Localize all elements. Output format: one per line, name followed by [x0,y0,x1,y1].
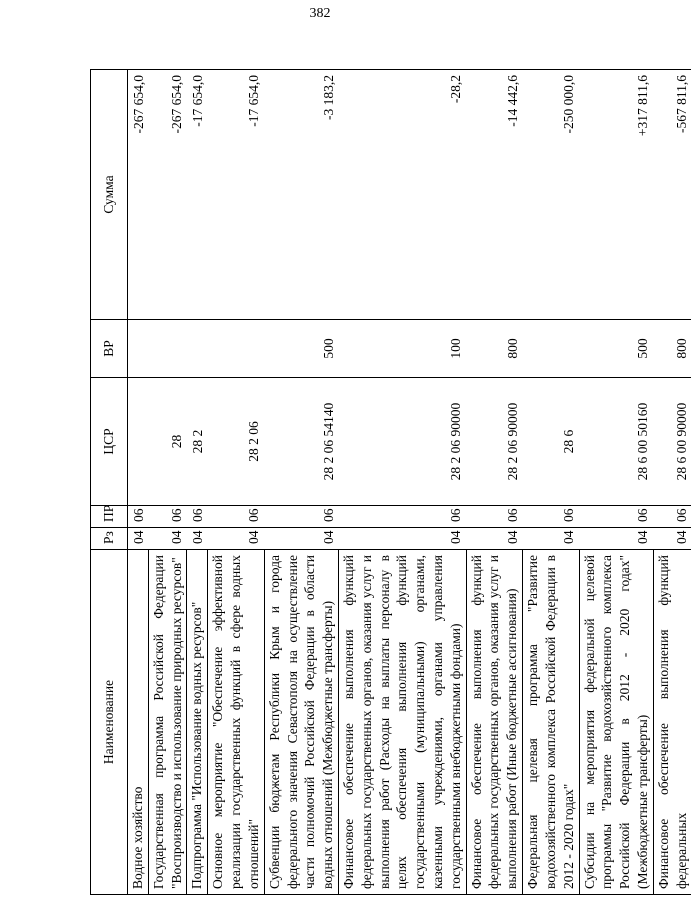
header-row [91,70,128,895]
header-rz: Рз [91,528,128,550]
row-rz: 04 [187,528,208,550]
header-pr: ПР [91,506,128,528]
row-name: Финансовое обеспечение выполнения функций федеральных государственных органов, оказания услуг и выполнения работ (Расходы на выплаты персоналу в целях обеспечения выполнения функций государственными (муниципальными) органами, казенными учреждениями, органами управления государственными внебюджетными фондами) [338,550,466,895]
row-pr: 06 [208,506,264,528]
row-vr [148,320,187,378]
row-sum: -267 654,0 [148,70,187,320]
row-pr: 06 [128,506,149,528]
row-vr [128,320,149,378]
row-sum: +317 811,6 [579,70,653,320]
row-rz: 04 [264,528,338,550]
row-csr: 28 6 [523,378,579,506]
row-vr [523,320,579,378]
page-number: 382 [309,6,331,21]
row-vr: 800 [466,320,522,378]
row-name: Государственная программа Российской Федерации "Воспроизводство и использование природных ресурсов" [148,550,187,895]
table-row [208,70,264,895]
table-header [91,70,128,895]
row-csr [128,378,149,506]
row-csr: 28 [148,378,187,506]
row-pr: 06 [579,506,653,528]
row-sum: -14 442,6 [466,70,522,320]
row-rz: 04 [128,528,149,550]
row-csr: 28 2 06 90000 [466,378,522,506]
row-vr: 100 [338,320,466,378]
table-row [653,70,691,895]
row-rz: 04 [523,528,579,550]
row-name: Финансовое обеспечение выполнения функций федеральных государственных органов, оказания услуг и выполнения работ (Иные бюджетные ассигнования) [466,550,522,895]
table-body [128,70,691,895]
row-sum: -250 000,0 [523,70,579,320]
row-name: Финансовое обеспечение выполнения функций федеральных [653,550,691,895]
budget-table [90,69,691,895]
table-row [338,70,466,895]
row-pr: 06 [264,506,338,528]
table-row [466,70,522,895]
row-sum: -567 811,6 [653,70,691,320]
row-sum: -267 654,0 [128,70,149,320]
table-row [523,70,579,895]
table-row [187,70,208,895]
row-name: Федеральная целевая программа "Развитие водохозяйственного комплекса Российской Федерации в 2012 - 2020 годах" [523,550,579,895]
row-name: Водное хозяйство [128,550,149,895]
row-pr: 06 [523,506,579,528]
row-rz: 04 [338,528,466,550]
row-sum: -28,2 [338,70,466,320]
table-row [148,70,187,895]
row-name: Субсидии на мероприятия федеральной целевой программы "Развитие водохозяйственного комплекса Российской Федерации в 2012 - 2020 годах" (Межбюджетные трансферты) [579,550,653,895]
row-rz: 04 [466,528,522,550]
row-csr: 28 2 06 54140 [264,378,338,506]
row-pr: 06 [148,506,187,528]
table-row [579,70,653,895]
row-rz: 04 [579,528,653,550]
table-row [128,70,149,895]
row-vr: 500 [579,320,653,378]
row-rz: 04 [148,528,187,550]
header-vr: ВР [91,320,128,378]
row-csr: 28 2 [187,378,208,506]
table-rotated-container [90,70,689,895]
row-csr: 28 6 00 90000 [653,378,691,506]
row-vr: 500 [264,320,338,378]
row-vr [208,320,264,378]
row-csr: 28 6 00 50160 [579,378,653,506]
row-pr: 06 [653,506,691,528]
row-csr: 28 2 06 90000 [338,378,466,506]
row-name: Подпрограмма "Использование водных ресурсов" [187,550,208,895]
row-sum: -17 654,0 [187,70,208,320]
row-pr: 06 [187,506,208,528]
header-csr: ЦСР [91,378,128,506]
table-row [264,70,338,895]
row-vr [187,320,208,378]
row-sum: -17 654,0 [208,70,264,320]
header-sum: Сумма [91,70,128,320]
row-pr: 06 [466,506,522,528]
row-sum: -3 183,2 [264,70,338,320]
row-rz: 04 [208,528,264,550]
row-name: Основное мероприятие "Обеспечение эффективной реализации государственных функций в сфере водных отношений" [208,550,264,895]
header-name: Наименование [91,550,128,895]
row-name: Субвенции бюджетам Республики Крым и города федерального значения Севастополя на осуществление части полномочий Российской Федерации в области водных отношений (Межбюджетные трансферты) [264,550,338,895]
row-csr: 28 2 06 [208,378,264,506]
row-pr: 06 [338,506,466,528]
row-vr: 800 [653,320,691,378]
row-rz: 04 [653,528,691,550]
